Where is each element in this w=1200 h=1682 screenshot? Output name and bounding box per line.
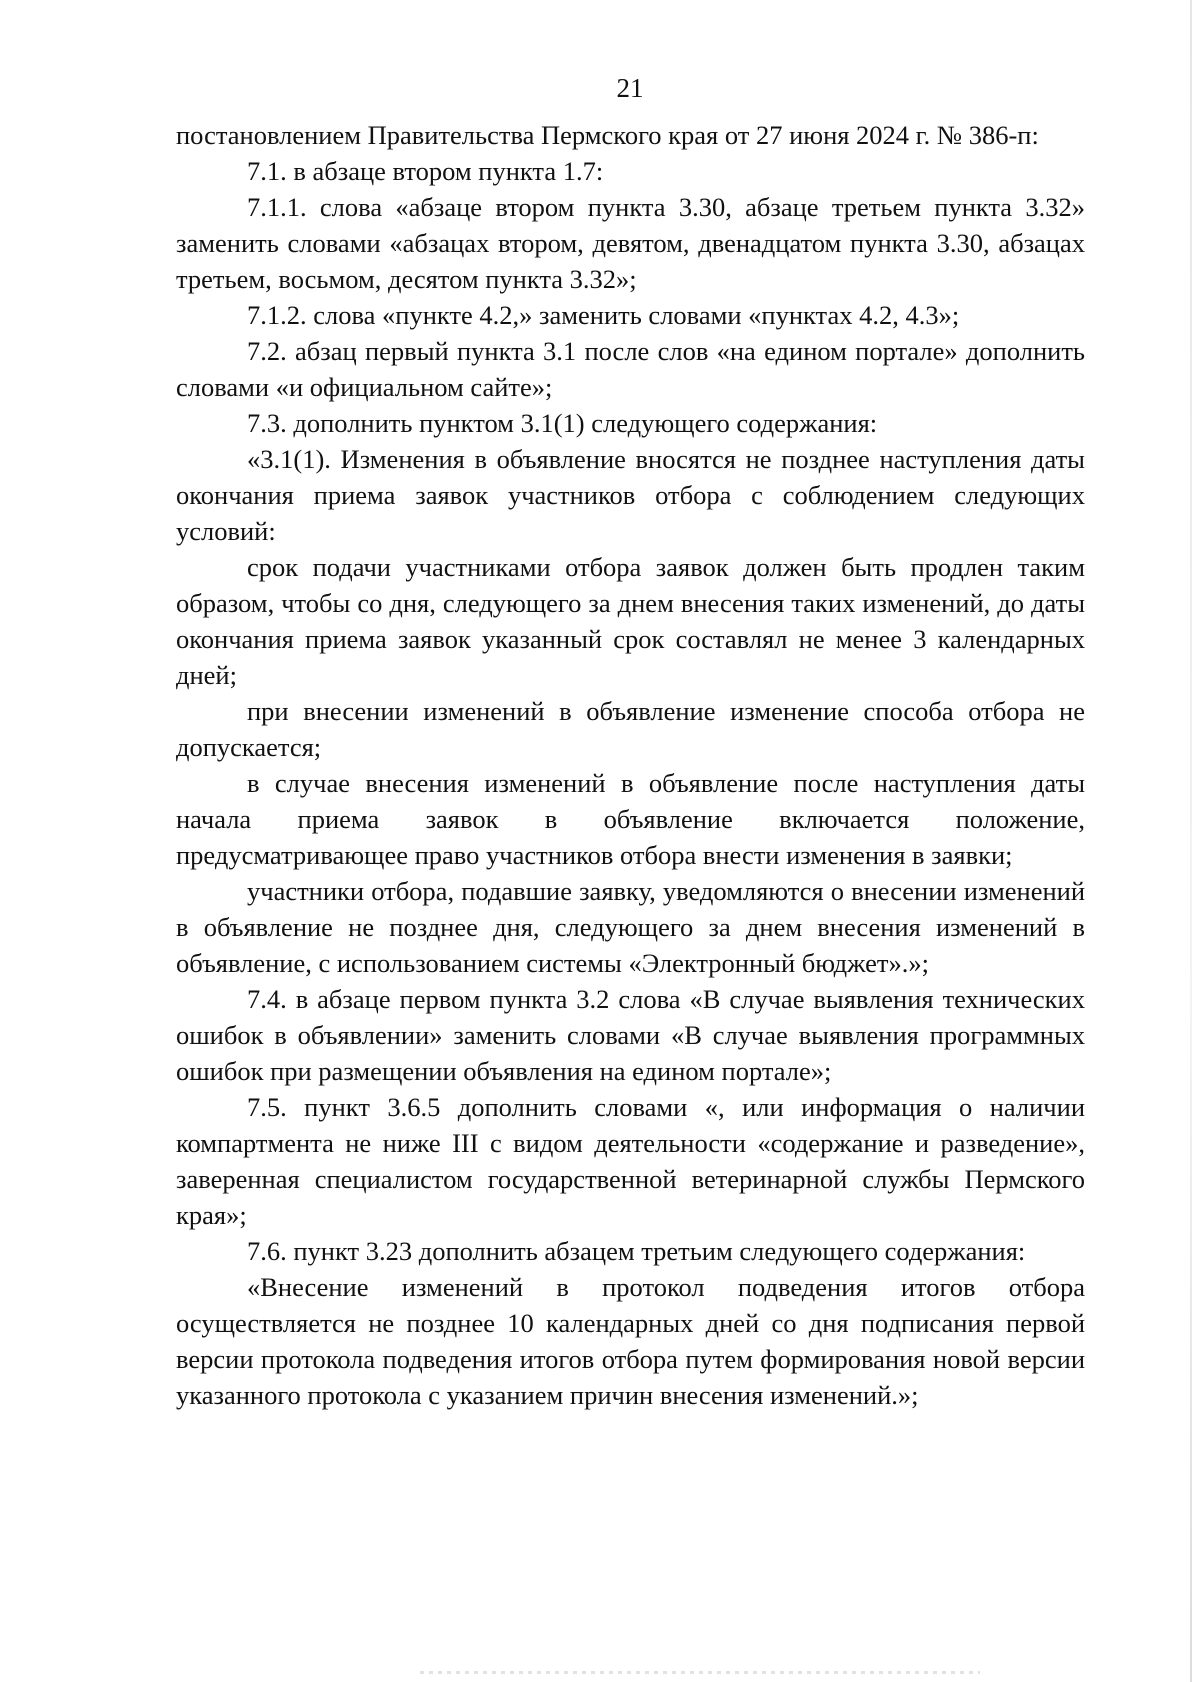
paragraph: участники отбора, подавшие заявку, уведомляются о внесении изменений в объявление не позднее дня, следующего за днем внесения изменений в объявление, с использованием системы «Электронный бюджет».»; bbox=[176, 876, 1085, 978]
paragraph: 7.1.1. слова «абзаце втором пункта 3.30, абзаце третьем пункта 3.32» заменить словами «абзацах втором, девятом, двенадцатом пункта 3.30, абзацах третьем, восьмом, десятом пункта 3.32»; bbox=[176, 192, 1085, 294]
paragraph: 7.6. пункт 3.23 дополнить абзацем третьим следующего содержания: bbox=[247, 1236, 1026, 1266]
paragraph: 7.1.2. слова «пункте 4.2,» заменить словами «пунктах 4.2, 4.3»; bbox=[247, 300, 960, 330]
paragraph: срок подачи участниками отбора заявок должен быть продлен таким образом, чтобы со дня, следующего за днем внесения таких изменений, до даты окончания приема заявок указанный срок составлял не менее 3 календарных дней; bbox=[176, 552, 1085, 690]
paragraph: 7.1. в абзаце втором пункта 1.7: bbox=[247, 156, 604, 186]
scan-bottom-artifact bbox=[420, 1671, 980, 1674]
paragraph: в случае внесения изменений в объявление после наступления даты начала приема заявок в объявление включается положение, предусматривающее право участников отбора внести изменения в заявки; bbox=[176, 768, 1085, 870]
paragraph: 7.2. абзац первый пункта 3.1 после слов «на едином портале» дополнить словами «и официальном сайте»; bbox=[176, 336, 1085, 402]
paragraph: при внесении изменений в объявление изменение способа отбора не допускается; bbox=[176, 696, 1085, 762]
paragraph: 7.5. пункт 3.6.5 дополнить словами «, или информация о наличии компартмента не ниже III с видом деятельности «содержание и разведение», заверенная специалистом государственной ветеринарной службы Пермского края»; bbox=[176, 1092, 1085, 1230]
paragraph: 7.4. в абзаце первом пункта 3.2 слова «В случае выявления технических ошибок в объявлении» заменить словами «В случае выявления программных ошибок при размещении объявления на едином портале»; bbox=[176, 984, 1085, 1086]
paragraph: «Внесение изменений в протокол подведения итогов отбора осуществляется не позднее 10 календарных дней со дня подписания первой версии протокола подведения итогов отбора путем формирования новой версии указанного протокола с указанием причин внесения изменений.»; bbox=[176, 1272, 1085, 1410]
page-number: 21 bbox=[616, 73, 644, 103]
paragraph: «3.1(1). Изменения в объявление вносятся не позднее наступления даты окончания приема заявок участников отбора с соблюдением следующих условий: bbox=[176, 444, 1085, 546]
document-body bbox=[176, 117, 1085, 1413]
paragraph: 7.3. дополнить пунктом 3.1(1) следующего содержания: bbox=[247, 408, 878, 438]
paragraph: постановлением Правительства Пермского края от 27 июня 2024 г. № 386-п: bbox=[176, 120, 1039, 150]
scan-edge-shadow bbox=[1190, 0, 1192, 1682]
